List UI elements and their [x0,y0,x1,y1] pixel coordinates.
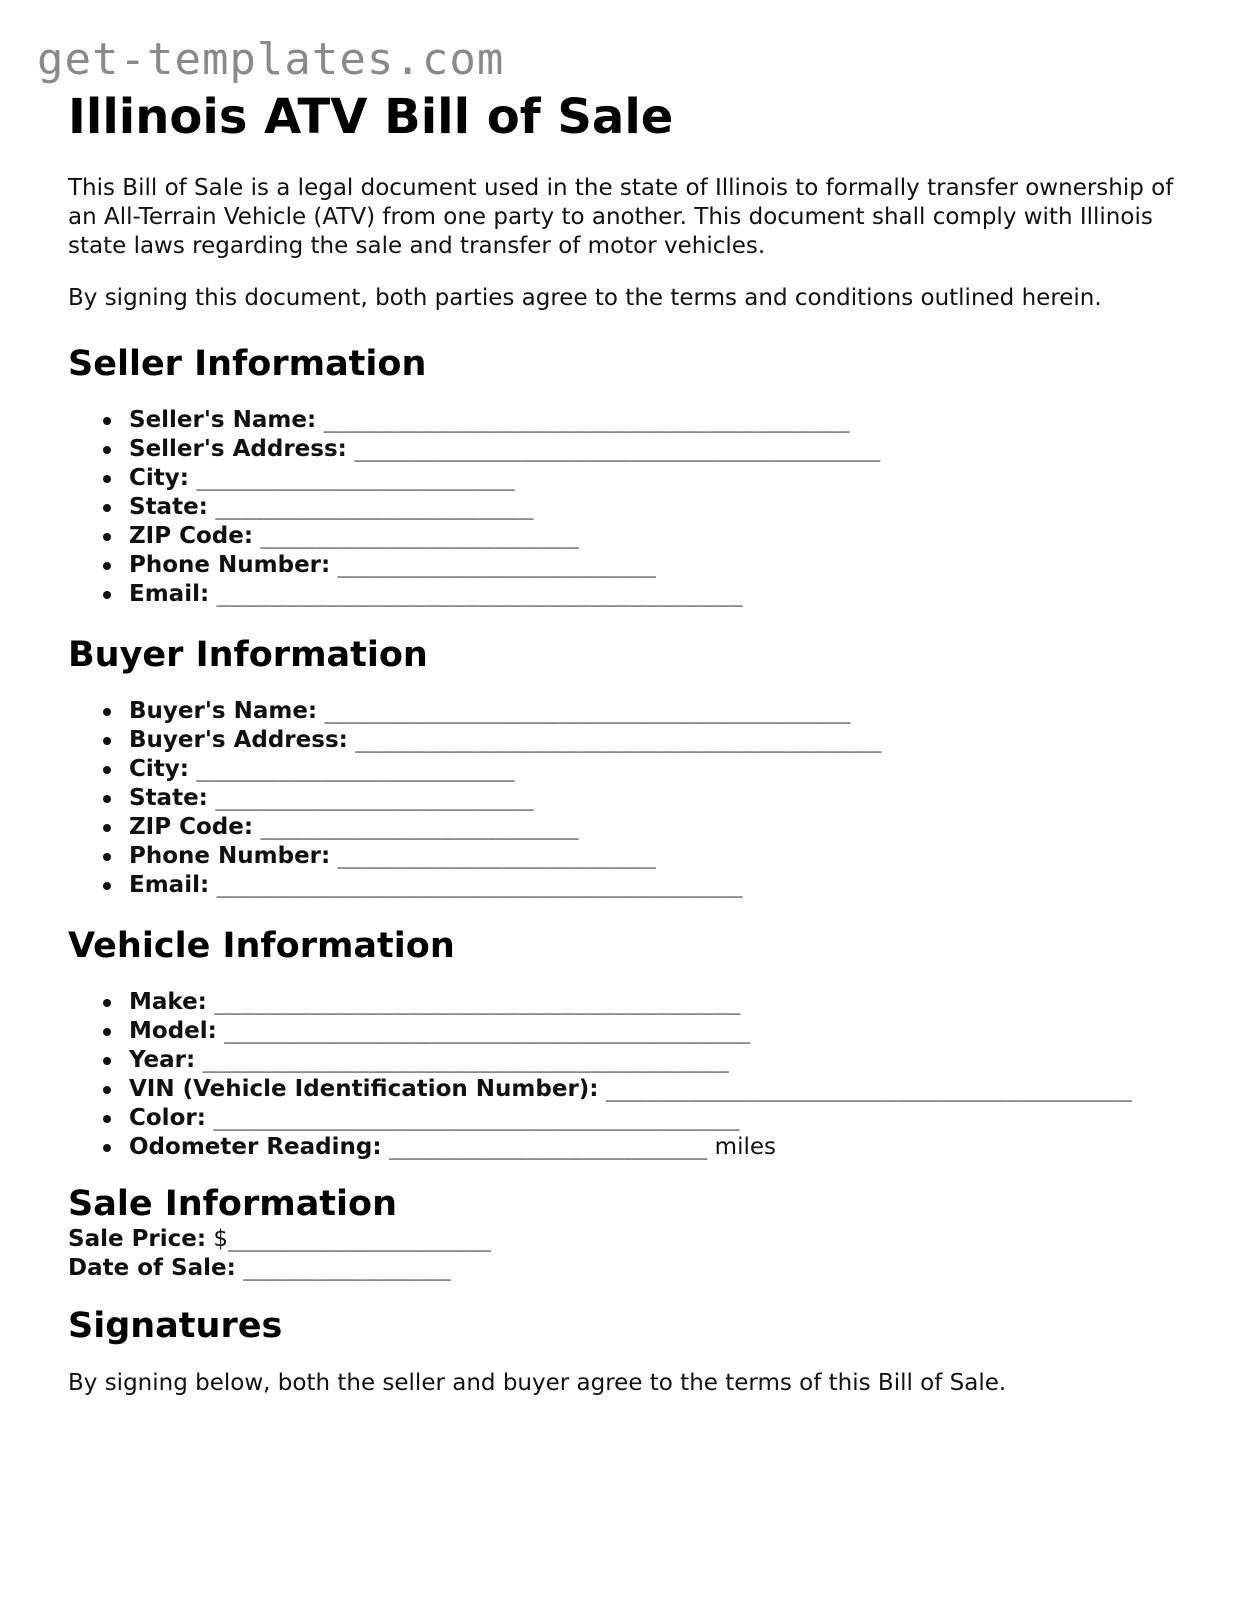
sale-date-blank[interactable]: _______________ [243,1255,451,1281]
buyer-heading: Buyer Information [68,635,428,675]
seller-heading: Seller Information [68,344,427,384]
buyer-city-field: City: _______________________ [68,755,1198,784]
seller-zip-blank[interactable]: _______________________ [260,523,579,549]
seller-city-blank[interactable]: _______________________ [196,465,515,491]
signatures-paragraph: By signing below, both the seller and buyer agree to the terms of this Bill of Sale. [68,1370,1007,1396]
bullet-icon [103,795,111,803]
intro-paragraph: This Bill of Sale is a legal document used in the state of Illinois to formally transfer ownership of an All-Terrain Vehicle (ATV) from one party to another. This document shall comply with Illinois state laws regarding the sale and transfer of motor vehicles. [68,175,1174,259]
vehicle-odometer-blank[interactable]: _______________________ [388,1134,708,1160]
buyer-zip-field: ZIP Code: _______________________ [68,813,1198,842]
bullet-icon [103,824,111,832]
vehicle-fields [68,988,1198,1162]
bullet-icon [103,504,111,512]
buyer-address-field: Buyer's Address: ______________________________________ [68,726,1198,755]
buyer-name-blank[interactable]: ______________________________________ [324,698,851,724]
sale-date-field: Date of Sale: _______________ [68,1255,451,1281]
vehicle-make-blank[interactable]: ______________________________________ [214,989,741,1015]
seller-phone-blank[interactable]: _______________________ [337,552,657,578]
bullet-icon [103,1086,111,1094]
signatures-heading: Signatures [68,1306,283,1346]
vehicle-year-field: Year: ______________________________________ [68,1046,1198,1075]
vehicle-heading: Vehicle Information [68,926,455,966]
agreement-paragraph: By signing this document, both parties agree to the terms and conditions outlined herein. [68,285,1102,311]
bullet-icon [103,591,111,599]
currency-symbol: $ [213,1226,229,1252]
vehicle-model-blank[interactable]: ______________________________________ [224,1018,751,1044]
buyer-phone-field: Phone Number: _______________________ [68,842,1198,871]
vehicle-vin-blank[interactable]: ______________________________________ [605,1076,1133,1102]
bullet-icon [103,475,111,483]
seller-fields [68,406,1198,609]
sale-price-blank[interactable]: ___________________ [228,1226,492,1252]
bullet-icon [103,853,111,861]
bullet-icon [103,999,111,1007]
seller-name-field: Seller's Name: ______________________________________ [68,406,1198,435]
bullet-icon [103,737,111,745]
buyer-address-blank[interactable]: ______________________________________ [355,727,882,753]
odometer-unit: miles [714,1134,776,1160]
buyer-zip-blank[interactable]: _______________________ [260,814,579,840]
bullet-icon [103,417,111,425]
bullet-icon [103,708,111,716]
bullet-icon [103,1144,111,1152]
seller-state-field: State: _______________________ [68,493,1198,522]
buyer-email-blank[interactable]: ______________________________________ [216,872,743,898]
sale-price-field: Sale Price: $___________________ [68,1226,492,1252]
vehicle-model-field: Model: ______________________________________ [68,1017,1198,1046]
vehicle-color-blank[interactable]: ______________________________________ [213,1105,740,1131]
document-page [68,88,1198,1398]
bullet-icon [103,1115,111,1123]
seller-state-blank[interactable]: _______________________ [215,494,534,520]
document-title: Illinois ATV Bill of Sale [68,89,674,145]
seller-phone-field: Phone Number: _______________________ [68,551,1198,580]
seller-address-blank[interactable]: ______________________________________ [354,436,881,462]
seller-address-field: Seller's Address: ______________________________________ [68,435,1198,464]
bullet-icon [103,882,111,890]
buyer-phone-blank[interactable]: _______________________ [337,843,657,869]
seller-name-blank[interactable]: ______________________________________ [323,407,850,433]
seller-email-blank[interactable]: ______________________________________ [216,581,743,607]
bullet-icon [103,446,111,454]
vehicle-make-field: Make: ______________________________________ [68,988,1198,1017]
bullet-icon [103,1028,111,1036]
sale-heading: Sale Information [68,1184,397,1224]
buyer-fields [68,697,1198,900]
buyer-state-blank[interactable]: _______________________ [215,785,534,811]
buyer-email-field: Email: ______________________________________ [68,871,1198,900]
seller-email-field: Email: ______________________________________ [68,580,1198,609]
vehicle-year-blank[interactable]: ______________________________________ [202,1047,729,1073]
buyer-name-field: Buyer's Name: ______________________________________ [68,697,1198,726]
vehicle-color-field: Color: ______________________________________ [68,1104,1198,1133]
bullet-icon [103,562,111,570]
buyer-state-field: State: _______________________ [68,784,1198,813]
buyer-city-blank[interactable]: _______________________ [196,756,515,782]
bullet-icon [103,1057,111,1065]
vehicle-vin-field: VIN (Vehicle Identification Number): ______________________________________ [68,1075,1198,1104]
bullet-icon [103,766,111,774]
vehicle-odometer-field: Odometer Reading: _______________________ miles [68,1133,1198,1162]
seller-city-field: City: _______________________ [68,464,1198,493]
seller-zip-field: ZIP Code: _______________________ [68,522,1198,551]
watermark: get-templates.com [37,34,505,85]
bullet-icon [103,533,111,541]
